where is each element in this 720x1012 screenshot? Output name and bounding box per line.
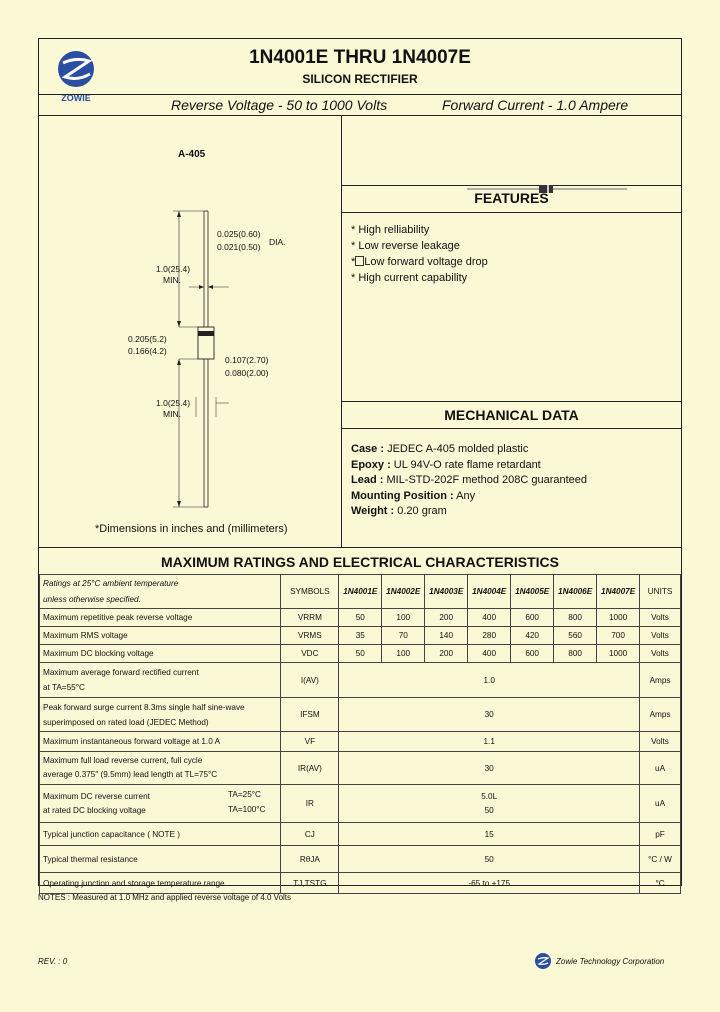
ta-label: TA=100°C xyxy=(228,805,266,814)
feature-item: * High relliability xyxy=(351,224,430,236)
dim-lead-dia-min: 0.021(0.50) xyxy=(217,242,261,252)
symbol-cell: TJ,TSTG xyxy=(281,873,339,894)
condition-line: unless otherwise specified. xyxy=(43,594,141,604)
param-line: Peak forward surge current 8.3ms single half sine-wave xyxy=(43,702,245,712)
corporation-logo-icon xyxy=(534,952,552,970)
units-header: UNITS xyxy=(640,575,681,609)
ratings-heading: MAXIMUM RATINGS AND ELECTRICAL CHARACTERISTICS xyxy=(39,547,681,574)
value-cell: 560 xyxy=(554,627,597,645)
table-row xyxy=(40,645,681,663)
value-cell: -65 to +175 xyxy=(339,873,640,894)
value-cell: 30 xyxy=(339,752,640,785)
value-cell: 140 xyxy=(425,627,468,645)
mechanical-heading: MECHANICAL DATA xyxy=(444,407,579,423)
condition-cell xyxy=(40,575,281,609)
revision: REV. : 0 xyxy=(38,957,68,966)
corporation-name: Zowie Technology Corporation xyxy=(556,957,665,966)
divider xyxy=(342,401,681,402)
unit-cell: Amps xyxy=(640,663,681,698)
value-cell: 100 xyxy=(382,645,425,663)
condition-line: Ratings at 25°C ambient temperature xyxy=(43,578,179,588)
ratings-table xyxy=(39,574,681,894)
part-header: 1N4004E xyxy=(468,575,511,609)
unit-cell: uA xyxy=(640,785,681,823)
param-line: at rated DC blocking voltage xyxy=(43,805,146,815)
unit-cell: Volts xyxy=(640,645,681,663)
feature-item: * High current capability xyxy=(351,272,468,284)
mech-weight-value: 0.20 gram xyxy=(397,505,447,517)
ta-label: TA=25°C xyxy=(228,790,261,799)
unit-cell: °C xyxy=(640,873,681,894)
features-heading: FEATURES xyxy=(474,190,549,206)
part-header: 1N4006E xyxy=(554,575,597,609)
value-cell: 800 xyxy=(554,645,597,663)
package-name: A-405 xyxy=(178,149,206,160)
dim-lead-len-top-min: MIN. xyxy=(163,275,181,285)
dim-lead-len-bottom: 1.0(25.4) xyxy=(156,398,191,408)
table-row xyxy=(40,627,681,645)
symbol-cell: CJ xyxy=(281,823,339,846)
table-header-row xyxy=(40,575,681,609)
param-cell: Typical thermal resistance xyxy=(40,846,281,873)
mech-weight xyxy=(351,505,447,517)
value-cell: 1.0 xyxy=(339,663,640,698)
mech-mounting-label: Mounting Position : xyxy=(351,490,454,502)
param-cell: Maximum DC blocking voltage xyxy=(40,645,281,663)
symbol-cell: RθJA xyxy=(281,846,339,873)
feature-item: * Low forward voltage drop xyxy=(351,256,488,268)
param-line: superimposed on rated load (JEDEC Method) xyxy=(43,717,209,727)
dim-lead-len-top: 1.0(25.4) xyxy=(156,264,191,274)
mech-mounting-value: Any xyxy=(456,490,476,502)
mech-epoxy-value: UL 94V-O rate flame retardant xyxy=(393,459,541,471)
unit-cell: pF xyxy=(640,823,681,846)
symbol-cell: VRRM xyxy=(281,609,339,627)
symbol-cell: VF xyxy=(281,732,339,752)
value-cell: 600 xyxy=(511,609,554,627)
table-row xyxy=(40,698,681,732)
feature-item: * Low reverse leakage xyxy=(351,240,460,252)
param-line: at TA=55°C xyxy=(43,683,85,692)
param-cell: Operating junction and storage temperature range xyxy=(40,873,281,894)
divider xyxy=(342,212,681,213)
reverse-voltage: Reverse Voltage - 50 to 1000 Volts xyxy=(171,97,388,113)
datasheet xyxy=(38,38,682,886)
part-header: 1N4005E xyxy=(511,575,554,609)
table-row xyxy=(40,732,681,752)
divider xyxy=(342,428,681,429)
dim-lead-len-bottom-min: MIN. xyxy=(163,409,181,419)
value-cell: 400 xyxy=(468,645,511,663)
symbol-cell: IR(AV) xyxy=(281,752,339,785)
symbol-cell: IFSM xyxy=(281,698,339,732)
value-cell: 35 xyxy=(339,627,382,645)
forward-current: Forward Current - 1.0 Ampere xyxy=(442,97,629,113)
mech-case xyxy=(351,443,528,455)
table-row xyxy=(40,823,681,846)
mech-lead-label: Lead : xyxy=(351,474,384,486)
ratings-strip xyxy=(39,94,681,115)
mech-case-value: JEDEC A-405 molded plastic xyxy=(387,443,529,455)
table-row xyxy=(40,785,681,823)
unit-cell: Volts xyxy=(640,627,681,645)
table-row xyxy=(40,752,681,785)
symbol-cell: I(AV) xyxy=(281,663,339,698)
mech-epoxy xyxy=(351,459,541,471)
value-cell: 420 xyxy=(511,627,554,645)
dim-body-len-max: 0.205(5.2) xyxy=(128,334,167,344)
table-row xyxy=(40,663,681,698)
value-cell: 1.1 xyxy=(339,732,640,752)
dim-dia-suffix: DIA. xyxy=(269,237,286,247)
unit-cell: Volts xyxy=(640,732,681,752)
mech-lead-value: MIL-STD-202F method 208C guaranteed xyxy=(386,474,588,486)
part-header: 1N4002E xyxy=(382,575,425,609)
value-cell: 100 xyxy=(382,609,425,627)
value-cell: 50 xyxy=(339,846,640,873)
mech-case-label: Case : xyxy=(351,443,385,455)
value-cell: 50 xyxy=(339,609,382,627)
dim-body-len-min: 0.166(4.2) xyxy=(128,346,167,356)
feature-text: High current capability xyxy=(358,272,468,284)
symbol-cell: IR xyxy=(281,785,339,823)
unit-cell: uA xyxy=(640,752,681,785)
mech-lead xyxy=(351,474,587,486)
mech-epoxy-label: Epoxy : xyxy=(351,459,391,471)
param-cell: Maximum instantaneous forward voltage at 1.0 A xyxy=(40,732,281,752)
column-divider xyxy=(341,115,342,547)
param-cell: Typical junction capacitance ( NOTE ) xyxy=(40,823,281,846)
dim-body-dia-min: 0.080(2.00) xyxy=(225,368,269,378)
mech-weight-label: Weight : xyxy=(351,505,395,517)
value-cell: 70 xyxy=(382,627,425,645)
value-cell: 1000 xyxy=(597,609,640,627)
value-cell: 1000 xyxy=(597,645,640,663)
value-line: 5.0L xyxy=(481,791,498,801)
notes: NOTES : Measured at 1.0 MHz and applied reverse voltage of 4.0 Volts xyxy=(38,893,292,902)
symbols-header: SYMBOLS xyxy=(281,575,339,609)
page-subtitle: SILICON RECTIFIER xyxy=(302,72,418,86)
page-title: 1N4001E THRU 1N4007E xyxy=(249,47,471,68)
value-cell: 280 xyxy=(468,627,511,645)
unit-cell: °C / W xyxy=(640,846,681,873)
header xyxy=(39,39,681,116)
value-cell: 15 xyxy=(339,823,640,846)
value-line: 50 xyxy=(484,805,494,815)
value-cell: 30 xyxy=(339,698,640,732)
param-line: Maximum average forward rectified current xyxy=(43,668,199,677)
value-cell: 800 xyxy=(554,609,597,627)
dim-body-dia-max: 0.107(2.70) xyxy=(225,355,269,365)
dim-lead-dia-max: 0.025(0.60) xyxy=(217,229,261,239)
logo-text: ZOWIE xyxy=(61,93,91,103)
table-row xyxy=(40,846,681,873)
table-row xyxy=(40,609,681,627)
mech-mounting xyxy=(351,490,475,502)
dimension-note-text: Dimensions in inches and (millimeters) xyxy=(99,523,288,535)
param-cell: Maximum repetitive peak reverse voltage xyxy=(40,609,281,627)
param-cell: Maximum RMS voltage xyxy=(40,627,281,645)
param-line: average 0.375" (9.5mm) lead length at TL=75°C xyxy=(43,770,218,779)
dimension-note: *Dimensions in inches and (millimeters) xyxy=(95,523,288,535)
part-header: 1N4003E xyxy=(425,575,468,609)
value-cell: 700 xyxy=(597,627,640,645)
value-cell: 200 xyxy=(425,645,468,663)
part-header: 1N4007E xyxy=(597,575,640,609)
value-cell: 200 xyxy=(425,609,468,627)
part-header: 1N4001E xyxy=(339,575,382,609)
feature-text: Low forward voltage drop xyxy=(364,256,488,268)
checkbox-glyph xyxy=(355,256,364,266)
symbol-cell: VDC xyxy=(281,645,339,663)
value-cell: 400 xyxy=(468,609,511,627)
table-row xyxy=(40,873,681,894)
param-line: Maximum full load reverse current, full cycle xyxy=(43,756,203,765)
unit-cell: Amps xyxy=(640,698,681,732)
feature-text: Low reverse leakage xyxy=(358,240,460,252)
value-cell: 50 xyxy=(339,645,382,663)
symbol-cell: VRMS xyxy=(281,627,339,645)
unit-cell: Volts xyxy=(640,609,681,627)
value-cell: 600 xyxy=(511,645,554,663)
param-line: Maximum DC reverse current xyxy=(43,791,150,801)
feature-text: High relliability xyxy=(358,224,430,236)
